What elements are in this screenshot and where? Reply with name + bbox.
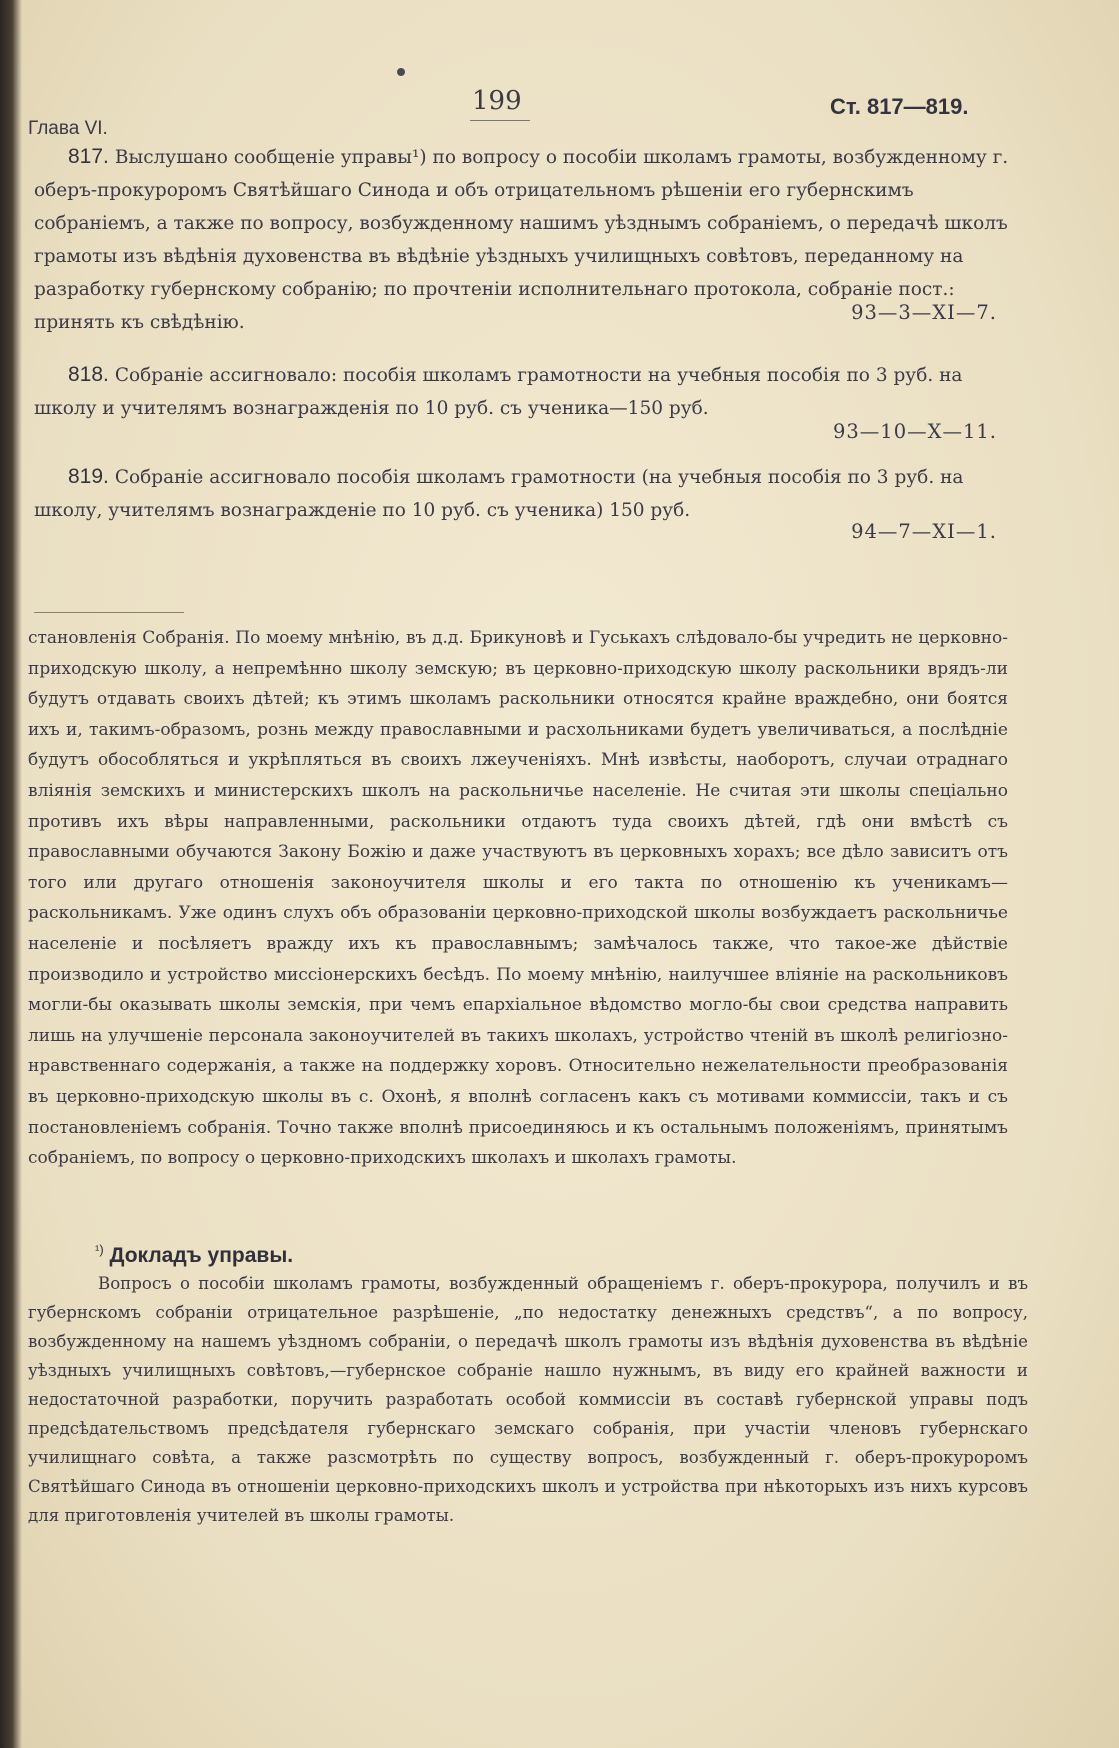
item-number: 818.	[68, 363, 109, 386]
item-ref-817: 93—3—XI—7.	[851, 301, 997, 324]
footnote-title	[95, 1242, 293, 1268]
continued-text: становленія Собранія. По моему мнѣнію, въ д.д. Брикуновѣ и Гуськахъ слѣдовало-бы учредить не церковно-приходскую школу, а непремѣнно школу земскую; въ церковно-приходскую школу раскольники врядъ-ли будутъ отдавать своихъ дѣтей; къ этимъ школамъ раскольники относятся крайне враждебно, они боятся ихъ и, такимъ-образомъ, рознь между православными и расхольниками будетъ увеличиваться, а послѣдніе будутъ обособляться и укрѣпляться въ своихъ лжеученіяхъ. Мнѣ извѣсты, наоборотъ, случаи отраднаго вліянія земскихъ и министерскихъ школъ на раскольничье населеніе. Не считая эти школы спеціально противъ ихъ вѣры направленными, раскольники отдаютъ туда своихъ дѣтей, гдѣ они вмѣстѣ съ православными обучаются Закону Божію и даже участвуютъ въ церковныхъ хорахъ; все дѣло зависитъ отъ того или другаго отношенія законоучителя школы и его такта по отношенію къ ученикамъ—раскольникамъ. Уже одинъ слухъ объ образованіи церковно-приходской школы возбуждаетъ раскольничье населеніе и посѣляетъ вражду ихъ къ православнымъ; замѣчалось также, что такое-же дѣйствіе производило и устройство миссіонерскихъ бесѣдъ. По моему мнѣнію, наилучшее вліяніе на раскольниковъ могли-бы оказывать школы земскія, при чемъ епархіальное вѣдомство могло-бы свои средства направить лишь на улучшеніе персонала законоучителей въ такихъ школахъ, устройство чтеній въ школѣ религіозно-нравственнаго содержанія, а также на поддержку хоровъ. Относительно нежелательности преобразованія въ церковно-приходскую школы въ с. Охонѣ, я вполнѣ согласенъ какъ съ мотивами коммиссіи, такъ и съ постановленіемъ собранія. Точно также вполнѣ присоединяюсь и къ остальнымъ положеніямъ, принятымъ собраніемъ, по вопросу о церковно-приходскихъ школахъ и школахъ грамоты.	[28, 628, 1008, 1169]
item-ref-819: 94—7—XI—1.	[851, 520, 997, 543]
item-818	[34, 358, 1009, 425]
chapter-label: Глава VI.	[28, 118, 108, 139]
footnote-text: Вопросъ о пособіи школамъ грамоты, возбужденный обращеніемъ г. оберъ-прокурора, получилъ и въ губернскомъ собраніи отрицательное разрѣшеніе, „по недостатку денежныхъ средствъ“, а по вопросу, возбужденному на нашемъ уѣздномъ собраніи, о передачѣ школъ грамоты изъ вѣдѣнія духовенства въ вѣдѣніе уѣздныхъ училищныхъ совѣтовъ,—губернское собраніе нашло нужнымъ, въ виду его крайней важности и недостаточной разработки, поручить разработать особой коммиссіи въ составѣ губернской управы подъ предсѣдательствомъ предсѣдателя губернскаго земскаго собранія, при участіи членовъ губернскаго училищнаго совѣта, а также разсмотрѣть по существу вопросъ, возбужденный г. оберъ-прокуроромъ Святѣйшаго Синода въ отношеніи церковно-приходскихъ школъ и устройства при нѣкоторыхъ изъ нихъ курсовъ для приготовленія учителей въ школы грамоты.	[28, 1274, 1028, 1525]
item-text: Выслушано сообщеніе управы¹) по вопросу о пособіи школамъ грамоты, возбужденному г. оберъ-прокуроромъ Святѣйшаго Синода и объ отрицательномъ рѣшеніи его губернскимъ собраніемъ, а также по вопросу, возбужденному нашимъ уѣзднымъ собраніемъ, о передачѣ школъ грамоты изъ вѣдѣнія духовенства въ вѣдѣніе уѣздныхъ училищныхъ совѣтовъ, переданному на разработку губернскому собранію; по прочтеніи исполнительнаго протокола, собраніе пост.: принять къ свѣдѣнію.	[34, 147, 1009, 333]
item-text: Собраніе ассигновало пособія школамъ грамотности (на учебныя пособія по 3 руб. на школу, учителямъ вознагражденіе по 10 руб. съ ученика) 150 руб.	[34, 467, 964, 521]
column-range: Ст. 817—819.	[830, 94, 969, 119]
item-ref-818: 93—10—X—11.	[832, 420, 997, 443]
footnote-heading: Докладъ управы.	[109, 1244, 294, 1267]
item-number: 819.	[68, 465, 109, 488]
item-text: Собраніе ассигновало: пособія школамъ грамотности на учебныя пособія по 3 руб. на школу и учителямъ вознагражденія по 10 руб. съ ученика—150 руб.	[34, 365, 963, 419]
item-819	[34, 460, 1009, 527]
ink-dot	[397, 68, 405, 76]
footnote-marker: ¹)	[95, 1242, 104, 1257]
page-number: 199	[472, 86, 522, 116]
page-number-underline	[470, 120, 530, 121]
book-binding-edge	[0, 0, 22, 1748]
item-number: 817.	[68, 145, 109, 168]
section-divider	[34, 612, 184, 613]
